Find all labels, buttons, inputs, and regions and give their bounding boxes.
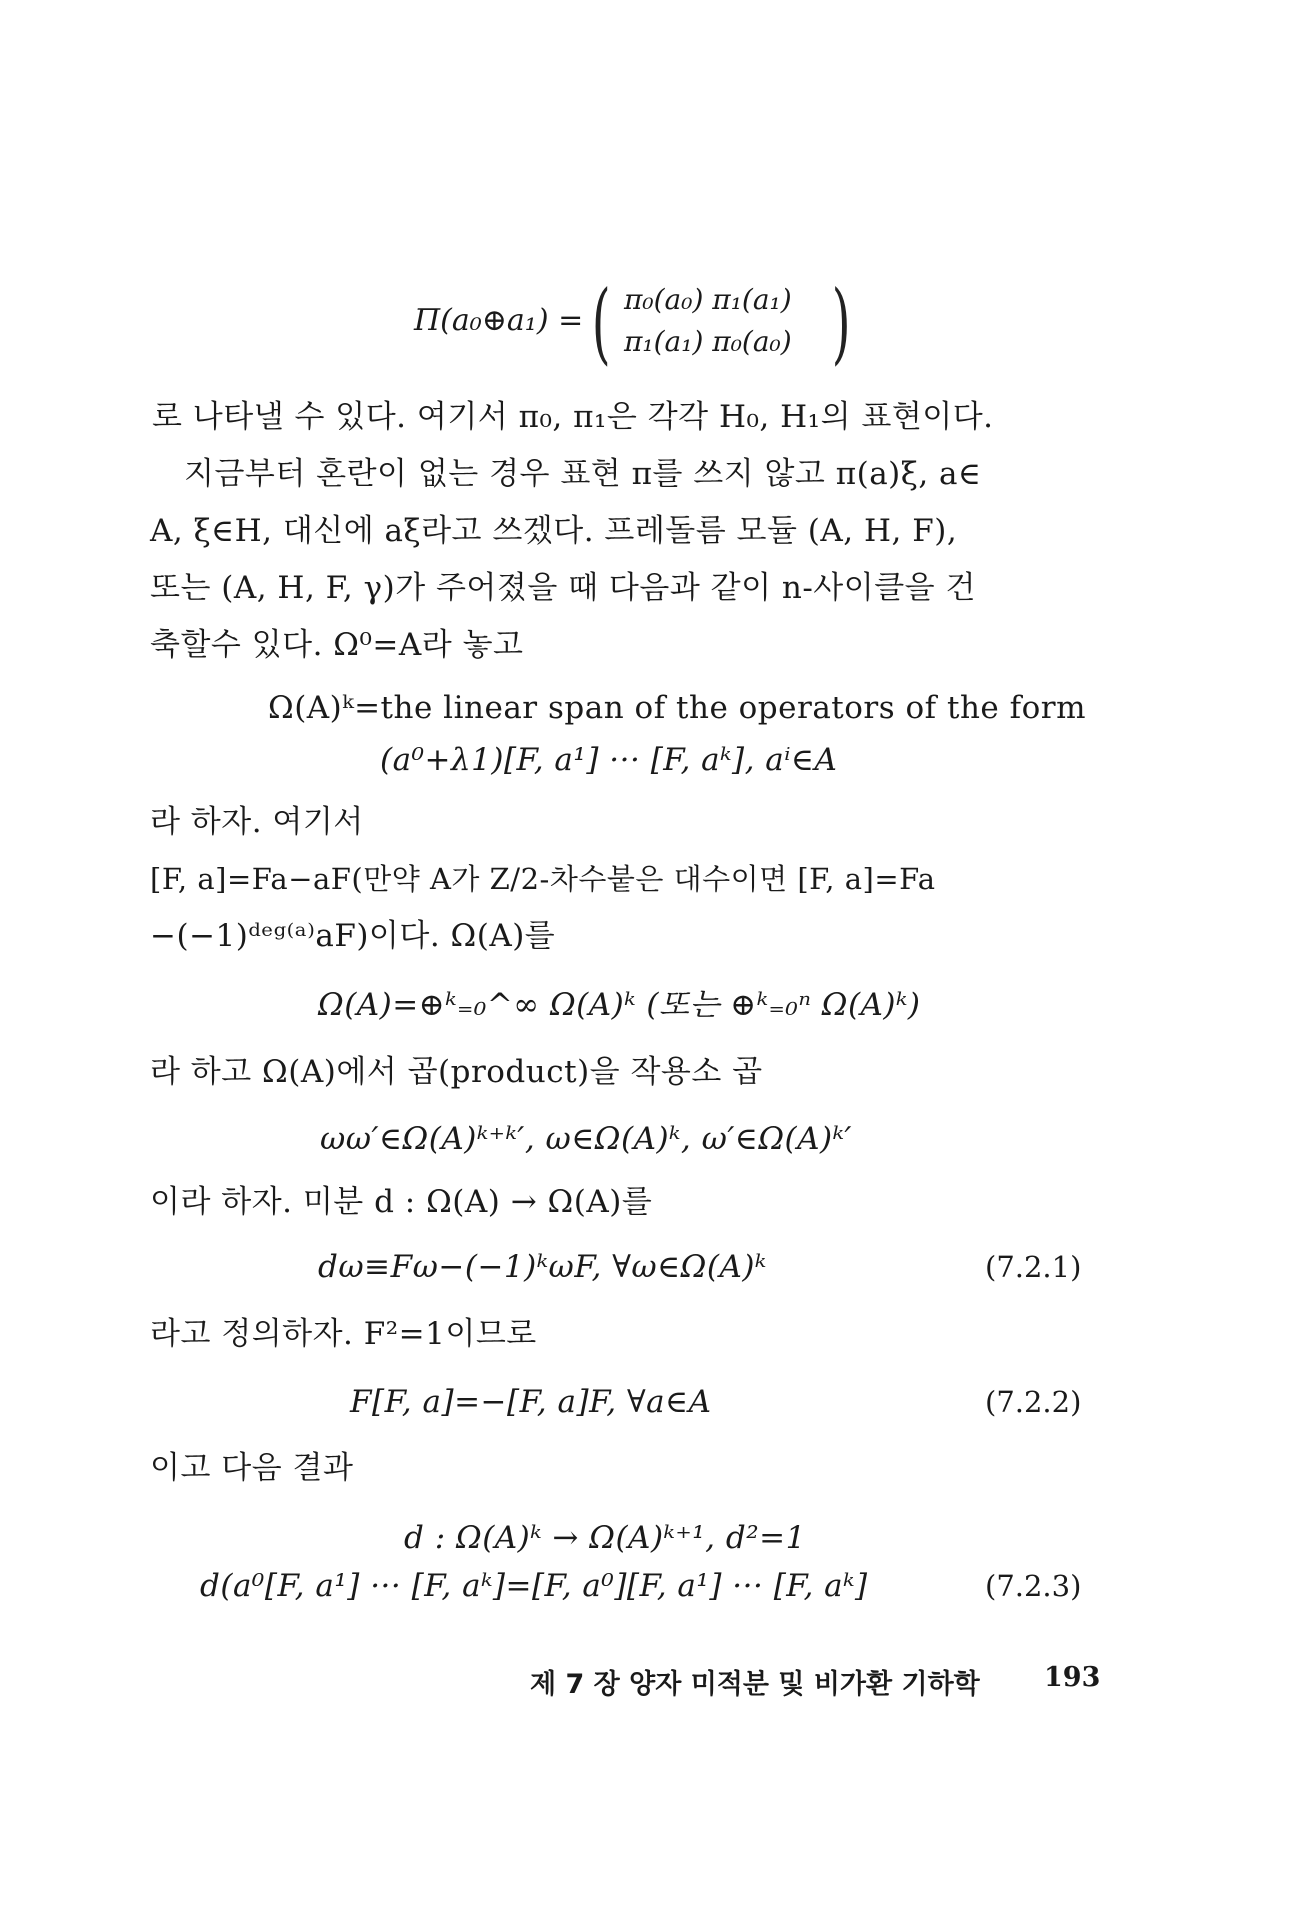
definition-line-2: (a⁰+λ1)[F, a¹] ··· [F, aᵏ], aⁱ∈A bbox=[380, 742, 838, 778]
result-equation-2: d(a⁰[F, a¹] ··· [F, aᵏ]=[F, a⁰][F, a¹] ··· [F, aᵏ] bbox=[200, 1568, 868, 1604]
result-equation-1: d : Ω(A)ᵏ → Ω(A)ᵏ⁺¹, d²=1 bbox=[404, 1520, 806, 1556]
text-line-2: 지금부터 혼란이 없는 경우 표현 π를 쓰지 않고 π(a)ξ, a∈ bbox=[184, 456, 982, 492]
text-line-4: 또는 (A, H, F, γ)가 주어졌을 때 다음과 같이 n-사이클을 건 bbox=[150, 570, 976, 606]
text-line-7: [F, a]=Fa−aF(만약 A가 Z/2-차수붙은 대수이면 [F, a]=Fa bbox=[150, 862, 936, 896]
text-line-11: 라고 정의하자. F²=1이므로 bbox=[150, 1316, 537, 1352]
equation-number-7-2-1: (7.2.1) bbox=[985, 1250, 1082, 1284]
equation-number-7-2-3: (7.2.3) bbox=[985, 1569, 1082, 1603]
differential-equation: dω≡Fω−(−1)ᵏωF, ∀ω∈Ω(A)ᵏ bbox=[318, 1249, 767, 1285]
right-paren: ) bbox=[831, 271, 851, 374]
product-equation: ωω′∈Ω(A)ᵏ⁺ᵏ′, ω∈Ω(A)ᵏ, ω′∈Ω(A)ᵏ′ bbox=[320, 1121, 852, 1157]
direct-sum-equation: Ω(A)=⊕ᵏ₌₀^∞ Ω(A)ᵏ (또는 ⊕ᵏ₌₀ⁿ Ω(A)ᵏ) bbox=[318, 987, 921, 1023]
chapter-footer: 제 7 장 양자 미적분 및 비가환 기하학 bbox=[530, 1669, 980, 1700]
text-line-1: 로 나타낼 수 있다. 여기서 π₀, π₁은 각각 H₀, H₁의 표현이다. bbox=[152, 399, 994, 435]
matrix-lhs: Π(a₀⊕a₁) = bbox=[414, 303, 584, 338]
text-line-9: 라 하고 Ω(A)에서 곱(product)을 작용소 곱 bbox=[150, 1054, 763, 1090]
matrix-equation bbox=[414, 271, 854, 375]
matrix-row-2: π₁(a₁) π₀(a₀) bbox=[624, 325, 792, 358]
text-line-12: 이고 다음 결과 bbox=[150, 1450, 354, 1486]
text-line-3: A, ξ∈H, 대신에 aξ라고 쓰겠다. 프레돌름 모듈 (A, H, F), bbox=[150, 513, 958, 549]
matrix-row-1: π₀(a₀) π₁(a₁) bbox=[624, 283, 792, 316]
text-line-10: 이라 하자. 미분 d : Ω(A) → Ω(A)를 bbox=[150, 1184, 653, 1220]
text-line-8: −(−1)ᵈᵉᵍ⁽ᵃ⁾aF)이다. Ω(A)를 bbox=[150, 918, 556, 954]
commutator-equation: F[F, a]=−[F, a]F, ∀a∈A bbox=[350, 1384, 712, 1420]
definition-line-1: Ω(A)ᵏ=the linear span of the operators of the form bbox=[268, 690, 1086, 726]
page-number: 193 bbox=[1044, 1662, 1101, 1693]
text-line-5: 축할수 있다. Ω⁰=A라 놓고 bbox=[150, 627, 524, 663]
equation-number-7-2-2: (7.2.2) bbox=[985, 1385, 1082, 1419]
left-paren: ( bbox=[591, 271, 611, 374]
text-line-6: 라 하자. 여기서 bbox=[150, 804, 364, 840]
